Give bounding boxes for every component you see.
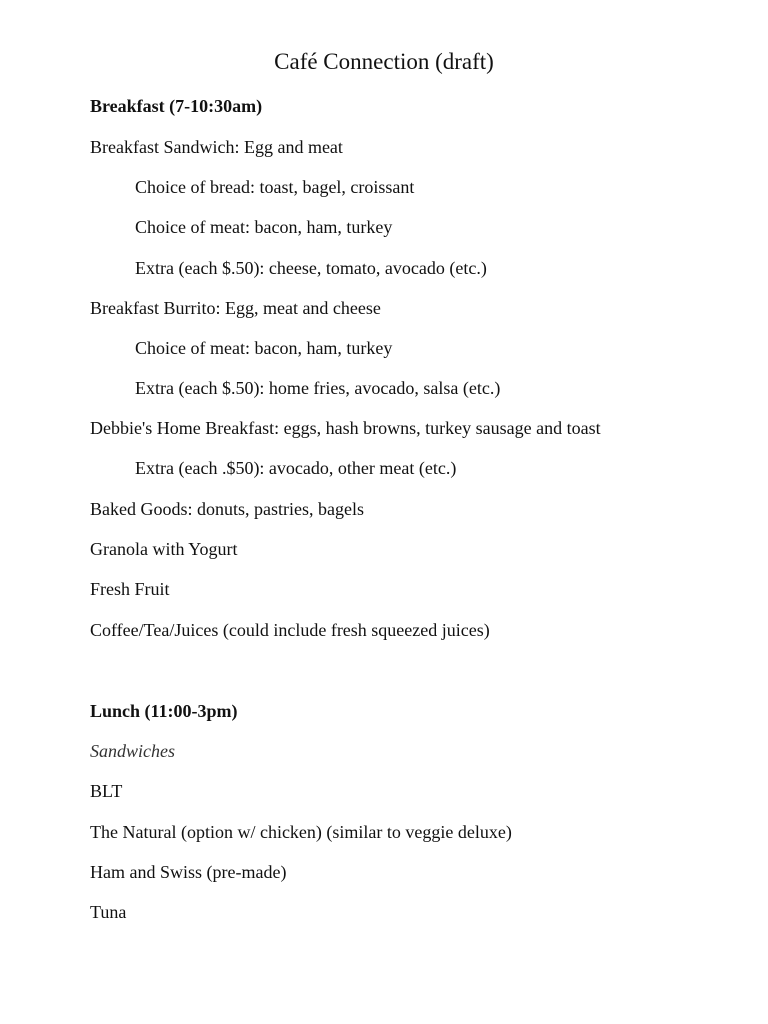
menu-item: Breakfast Sandwich: Egg and meat [90, 137, 343, 157]
menu-item: Coffee/Tea/Juices (could include fresh squeezed juices) [90, 620, 490, 640]
menu-item: Fresh Fruit [90, 579, 170, 599]
breakfast-heading: Breakfast (7-10:30am) [90, 96, 263, 116]
menu-item: The Natural (option w/ chicken) (similar to veggie deluxe) [90, 822, 512, 842]
menu-option: Choice of meat: bacon, ham, turkey [135, 338, 393, 358]
menu-item: Ham and Swiss (pre-made) [90, 862, 287, 882]
menu-item: Granola with Yogurt [90, 539, 238, 559]
menu-item: Breakfast Burrito: Egg, meat and cheese [90, 298, 381, 318]
lunch-heading: Lunch (11:00-3pm) [90, 701, 238, 721]
menu-option: Choice of meat: bacon, ham, turkey [135, 217, 393, 237]
menu-option: Choice of bread: toast, bagel, croissant [135, 177, 415, 197]
menu-option: Extra (each $.50): home fries, avocado, salsa (etc.) [135, 378, 501, 398]
menu-option: Extra (each $.50): cheese, tomato, avocado (etc.) [135, 258, 487, 278]
document-title: Café Connection (draft) [274, 49, 494, 74]
menu-option: Extra (each .$50): avocado, other meat (etc.) [135, 458, 457, 478]
menu-item: BLT [90, 781, 123, 801]
lunch-subheading: Sandwiches [90, 741, 175, 761]
menu-item: Tuna [90, 902, 127, 922]
menu-item: Baked Goods: donuts, pastries, bagels [90, 499, 364, 519]
menu-item: Debbie's Home Breakfast: eggs, hash browns, turkey sausage and toast [90, 418, 601, 438]
